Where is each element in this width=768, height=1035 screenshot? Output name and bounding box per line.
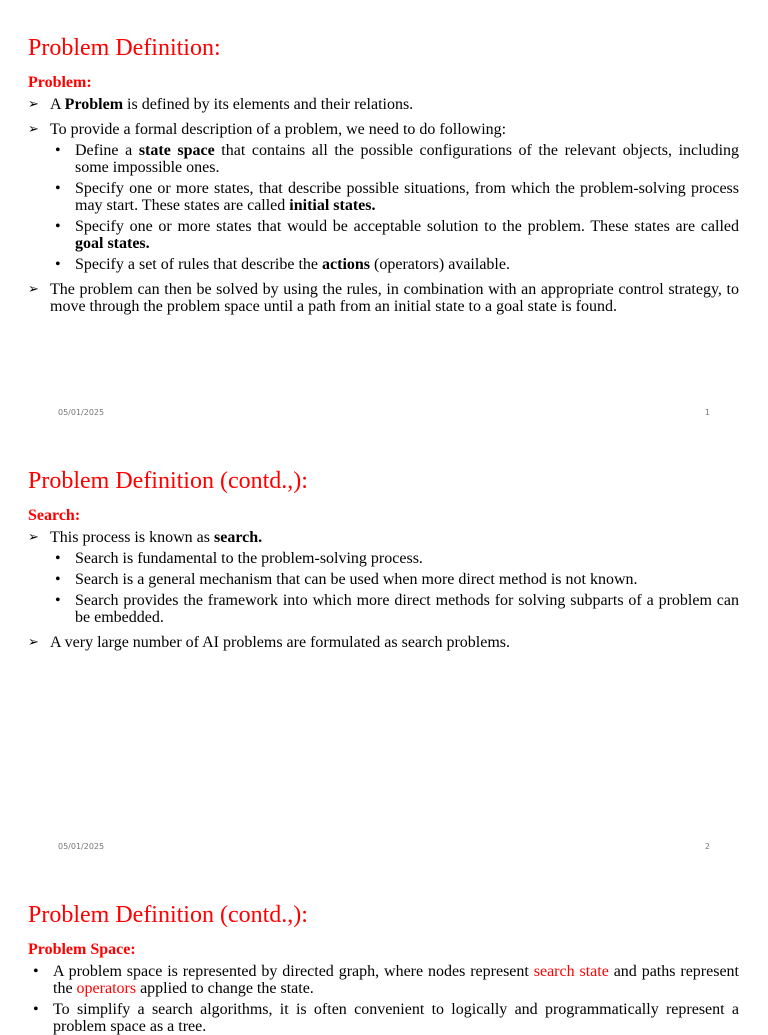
section-heading: Problem Space: [28, 941, 136, 958]
text-run: Specify a set of rules that describe the [75, 256, 323, 273]
slide-title: Problem Definition (contd.,): [28, 902, 308, 928]
sub-bullet-item: • Search is a general mechanism that can be used when more direct method is not known. [50, 571, 739, 588]
bold-term: initial states. [289, 197, 376, 214]
page-number: 1 [704, 408, 710, 417]
text-run: applied to change the state. [136, 980, 314, 997]
bullet-item [28, 634, 739, 651]
bullet-list [28, 96, 739, 315]
text-run: is defined by its elements and their relations. [123, 96, 414, 113]
text-run: To simplify a search algorithms, it is often convenient to logically and programmatically represent a problem space as a tree. [53, 1001, 739, 1035]
highlight-term: search state [533, 963, 609, 980]
slide-3 [0, 867, 768, 1035]
sub-bullet-item [50, 256, 739, 273]
slide-2 [0, 433, 768, 867]
sub-bullet-item [28, 1001, 739, 1035]
bullet-item [28, 96, 739, 113]
highlight-term: operators [76, 980, 137, 997]
text-run: Specify one or more states that would be acceptable solution to the problem. These states are called [75, 218, 739, 235]
text-run: Specify one or more states, that describe possible situations, from which the problem-solving process may start. These states are called [75, 180, 739, 214]
page-number: 2 [704, 842, 710, 851]
slide-title: Problem Definition (contd.,): [28, 468, 308, 494]
text-run: A problem space is represented by directed graph, where nodes represent [53, 963, 534, 980]
text-run: (operators) available. [370, 256, 510, 273]
bullet-list [28, 529, 739, 651]
footer-date: 05/01/2025 [58, 842, 105, 851]
bold-term: goal states. [75, 235, 150, 252]
text-run: The problem can then be solved by using the rules, in combination with an appropriate control strategy, to move through the problem space until a path from an initial state to a goal state is found. [50, 281, 739, 315]
sub-bullet-list [28, 963, 739, 1035]
bullet-item [28, 281, 739, 315]
bold-term: Problem [64, 96, 124, 113]
sub-bullet-list [50, 142, 739, 273]
text-run: A [50, 96, 65, 113]
sub-bullet-item [50, 180, 739, 214]
text-run: and paths represent the [53, 963, 739, 997]
slide-1 [0, 0, 768, 433]
sub-bullet-item: • Search is fundamental to the problem-solving process. [50, 550, 739, 567]
sub-bullet-item [50, 218, 739, 252]
footer-date: 05/01/2025 [58, 408, 105, 417]
section-heading: Problem: [28, 74, 92, 91]
text-run: This process is known as [50, 529, 214, 546]
text-run: To provide a formal description of a problem, we need to do following: [50, 121, 507, 138]
bold-term: actions [322, 256, 371, 273]
sub-bullet-item [50, 142, 739, 176]
text-run: Define a [75, 142, 139, 159]
bullet-item [28, 121, 739, 273]
text-run: A very large number of AI problems are formulated as search problems. [50, 634, 510, 651]
slide-title: Problem Definition: [28, 35, 221, 61]
text-run: that contains all the possible configurations of the relevant objects, including some impossible ones. [75, 142, 740, 176]
bold-term: search. [213, 529, 263, 546]
sub-bullet-list [50, 550, 739, 626]
bold-term: state space [138, 142, 215, 159]
section-heading: Search: [28, 507, 81, 524]
sub-bullet-item [28, 963, 739, 997]
sub-bullet-item: • Search provides the framework into which more direct methods for solving subparts of a problem can be embedded. [50, 592, 739, 626]
bullet-item [28, 529, 739, 626]
